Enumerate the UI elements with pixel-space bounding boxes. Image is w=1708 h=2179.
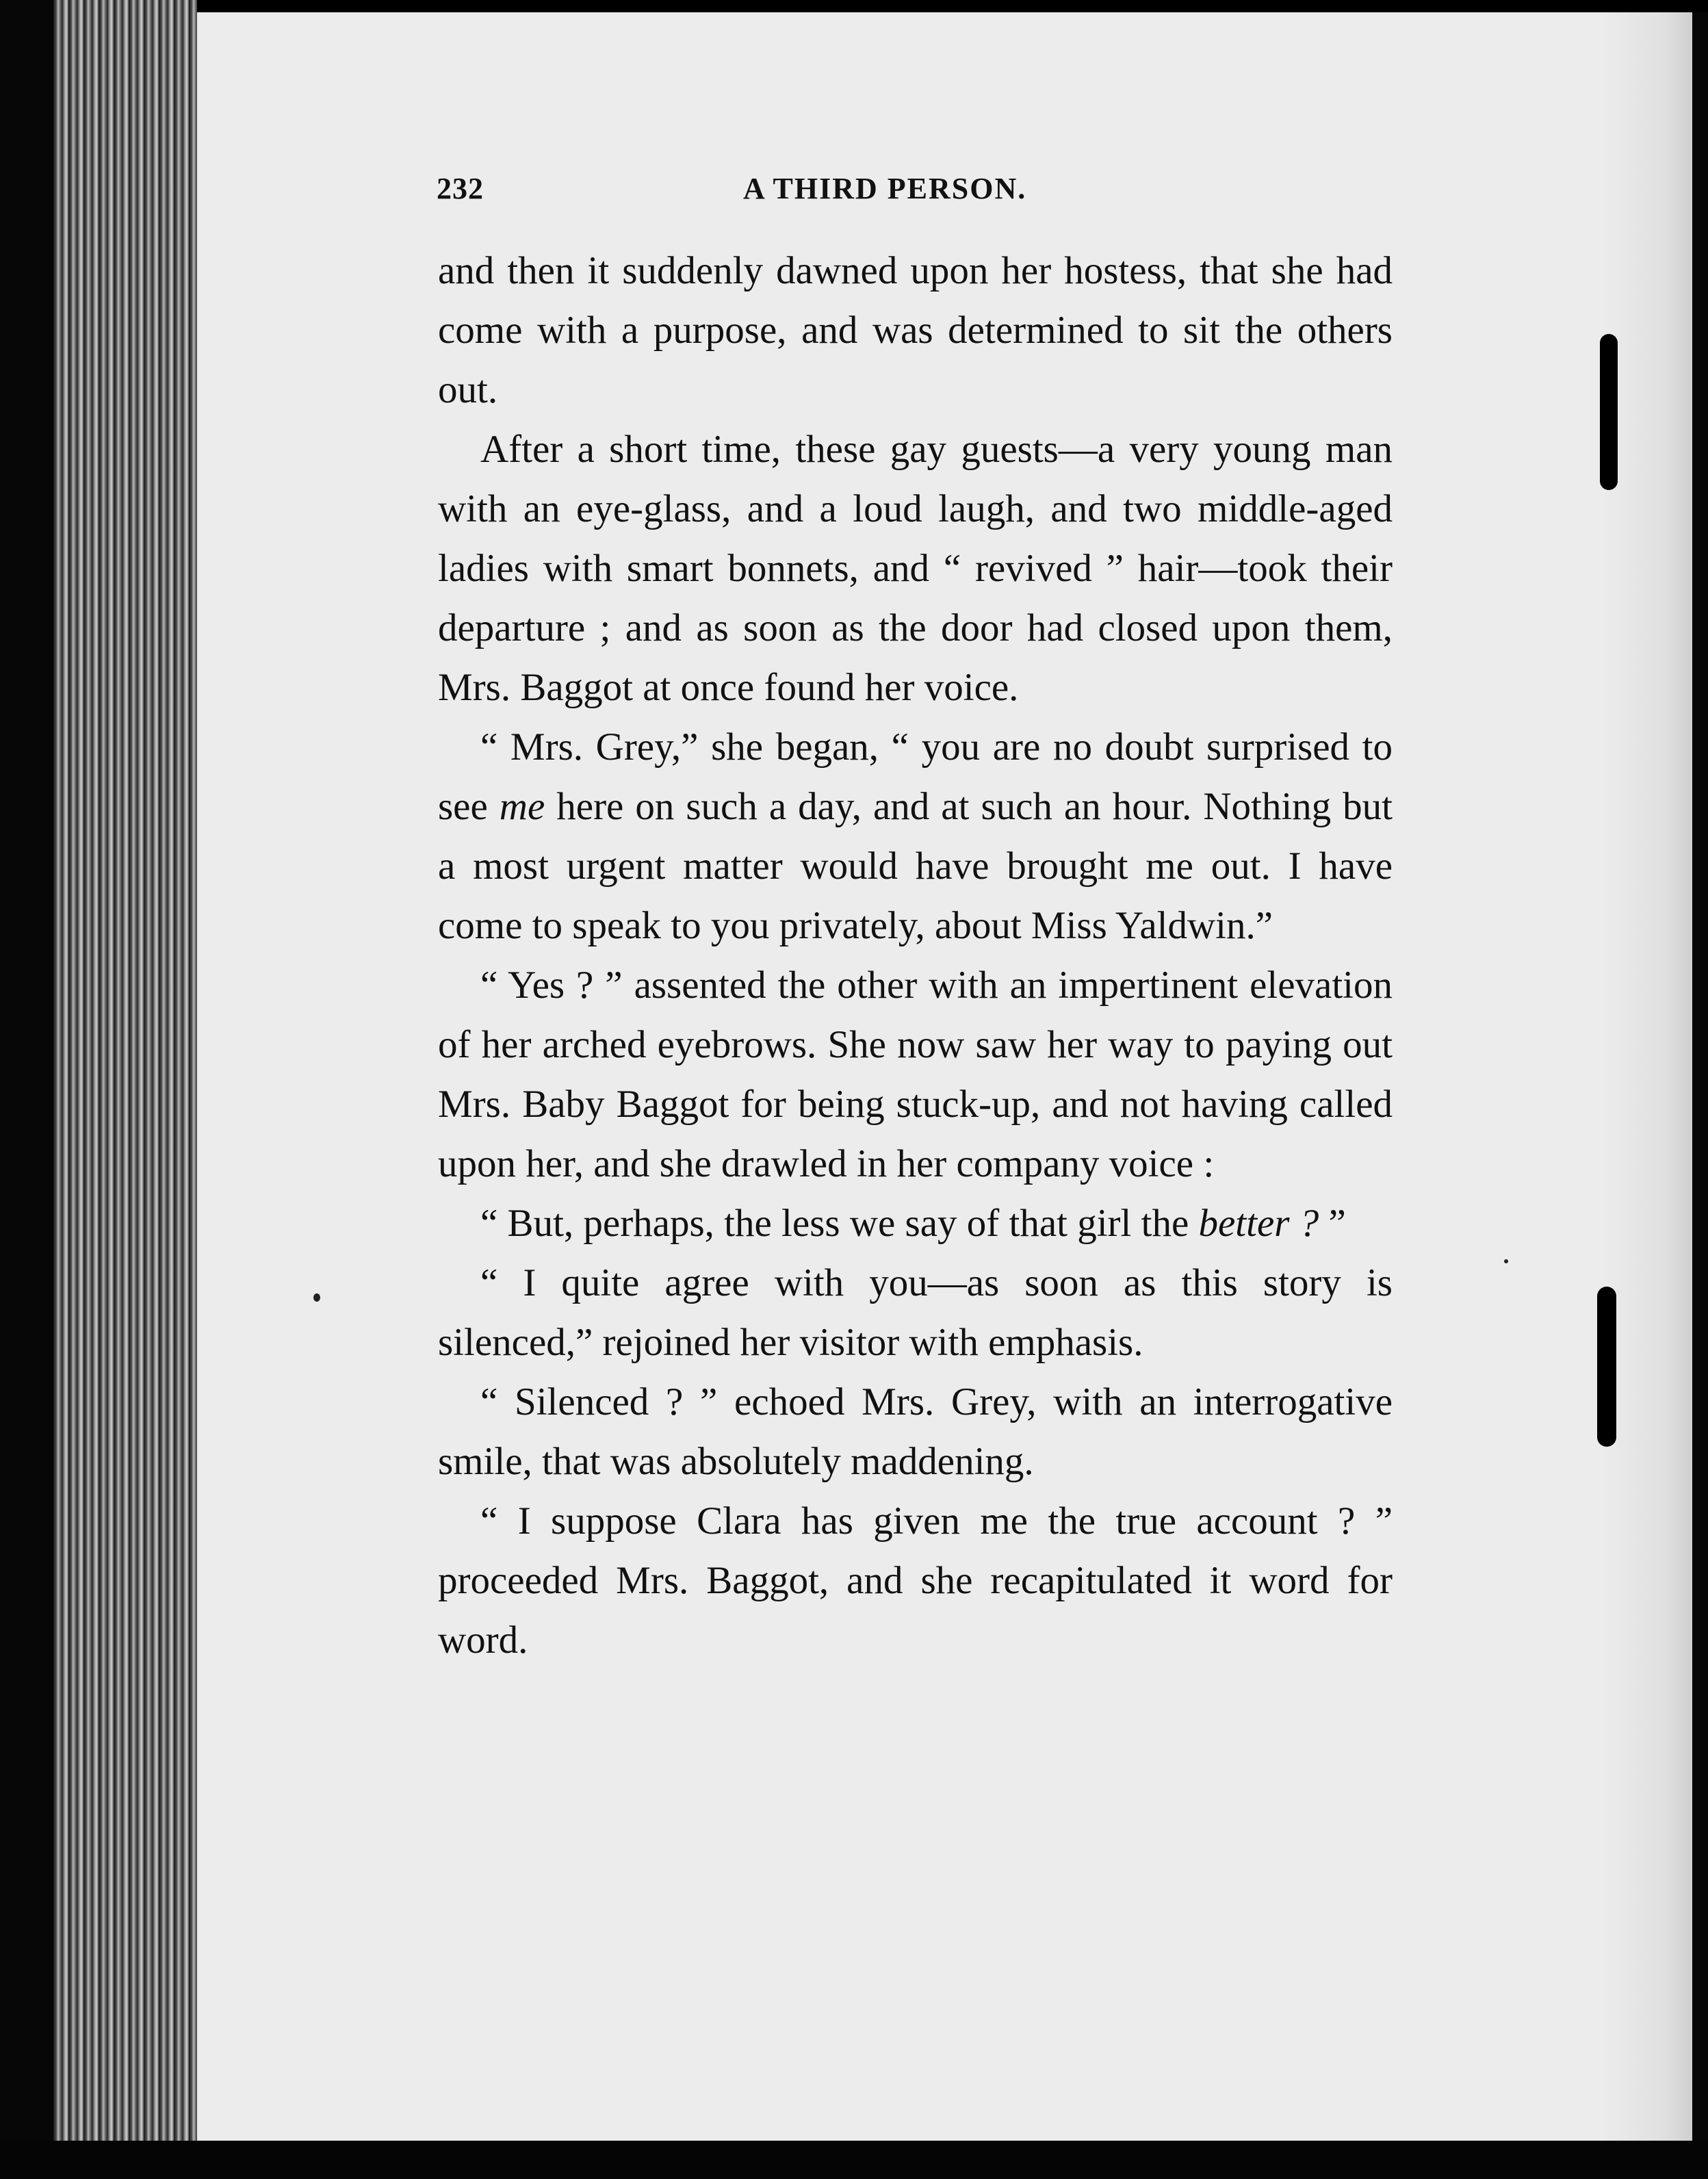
italic-emphasis: better ? [1198, 1202, 1319, 1245]
paragraph-text: “ Mrs. Grey,” she began, “ you are no doubt surprised to see [438, 725, 1393, 828]
paragraph-text: “ But, perhaps, the less we say of that girl the [480, 1202, 1199, 1245]
paragraph-text: here on such a day, and at such an hour. Nothing but a most urgent matter would have brought me out. I have come to speak to you privately, about Miss Yaldwin.” [438, 785, 1393, 947]
paragraph-text: and then it suddenly dawned upon her hostess, that she had come with a purpose, and was determined to sit the others out. [438, 249, 1393, 411]
binding-mark-upper [1600, 334, 1618, 490]
paragraph [438, 717, 1393, 955]
paragraph-text: “ Silenced ? ” echoed Mrs. Grey, with an interrogative smile, that was absolutely maddening. [438, 1380, 1393, 1483]
paragraph [438, 1491, 1393, 1670]
paragraph [438, 1372, 1393, 1491]
page-number: 232 [437, 172, 484, 205]
running-header [437, 171, 1391, 212]
paragraph [438, 1253, 1393, 1372]
paragraph [438, 1194, 1393, 1253]
paragraph-text: “ Yes ? ” assented the other with an impertinent elevation of her arched eyebrows. She now saw her way to paying out Mrs. Baby Baggot for being stuck-up, and not having called upon her, and she drawled in her company voice : [438, 964, 1393, 1185]
bottom-border [0, 2141, 1708, 2179]
page-right-shadow [1601, 12, 1692, 2141]
paragraph [438, 241, 1393, 420]
italic-emphasis: me [499, 785, 545, 828]
paragraph [438, 955, 1393, 1194]
paragraph-text: ” [1319, 1202, 1346, 1245]
speck [1504, 1259, 1508, 1263]
paragraph-text: “ I suppose Clara has given me the true account ? ” proceeded Mrs. Baggot, and she recapitulated it word for word. [438, 1499, 1393, 1662]
body-text [438, 241, 1393, 1670]
paragraph-text: “ I quite agree with you—as soon as this story is silenced,” rejoined her visitor with emphasis. [438, 1261, 1393, 1364]
page-edges [53, 0, 197, 2149]
running-head-title: A THIRD PERSON. [743, 172, 1027, 205]
top-border [197, 0, 1708, 12]
paragraph [438, 420, 1393, 717]
paragraph-text: After a short time, these gay guests—a very young man with an eye-glass, and a loud laugh, and two middle-aged ladies with smart bonnets, and “ revived ” hair—took their departure ; and as soon as the door had closed upon them, Mrs. Baggot at once found her voice. [438, 428, 1393, 709]
speck [313, 1293, 320, 1302]
binding-mark-lower [1597, 1287, 1616, 1447]
